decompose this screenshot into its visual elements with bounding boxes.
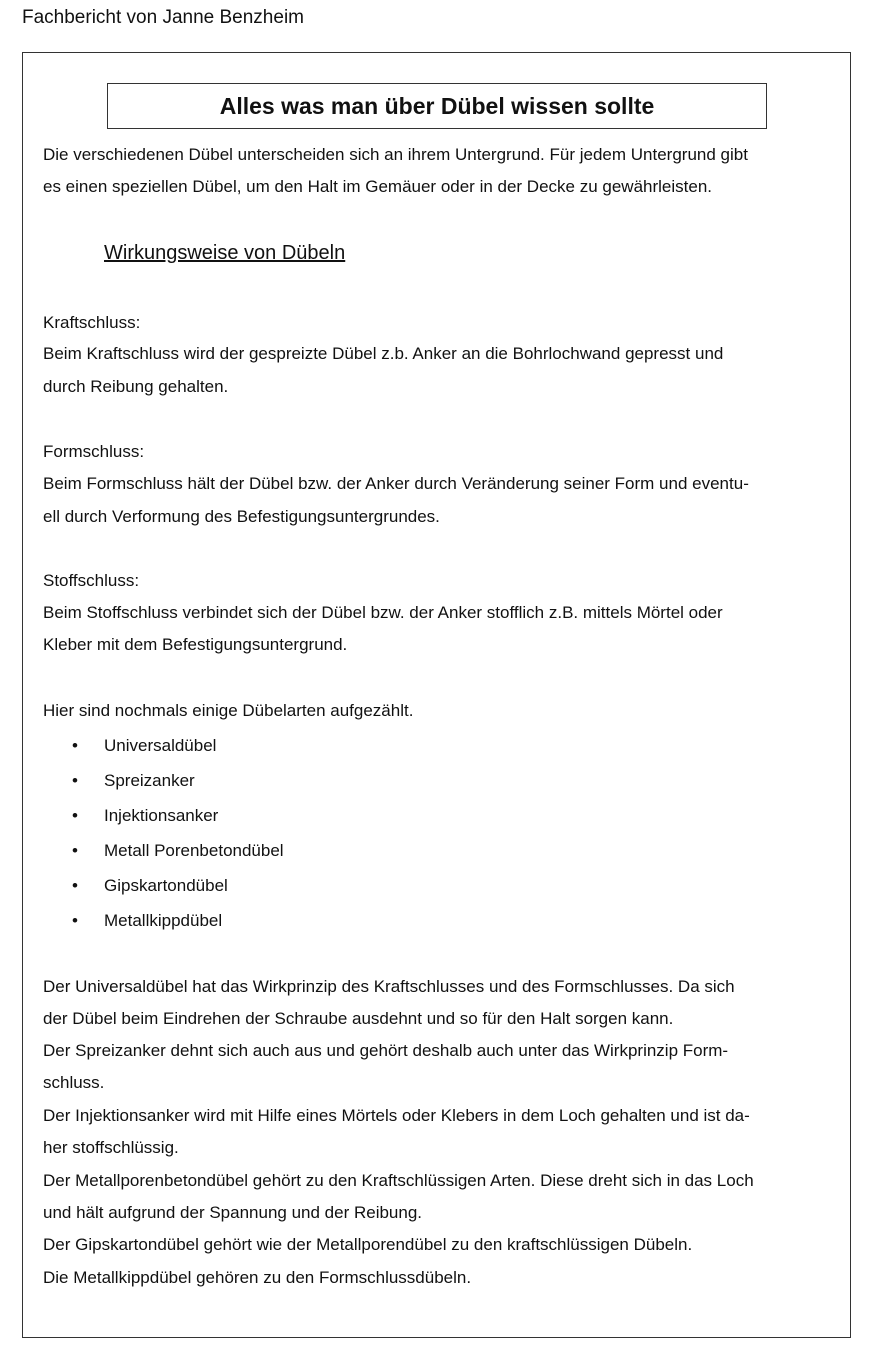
closing-line: und hält aufgrund der Spannung und der Reibung. [43, 1203, 423, 1222]
section-heading: Wirkungsweise von Dübeln [104, 242, 346, 264]
list-item-text: Gipskartondübel [104, 876, 228, 895]
intro-line: Die verschiedenen Dübel unterscheiden sich an ihrem Untergrund. Für jedem Untergrund gibt [43, 145, 748, 164]
bullet-icon: • [72, 736, 78, 755]
list-intro: Hier sind nochmals einige Dübelarten aufgezählt. [43, 701, 414, 720]
title-box [107, 83, 767, 129]
closing-line: Der Gipskartondübel gehört wie der Metallporendübel zu den kraftschlüssigen Dübeln. [43, 1235, 693, 1254]
closing-line: her stoffschlüssig. [43, 1138, 179, 1157]
closing-line: der Dübel beim Eindrehen der Schraube ausdehnt und so für den Halt sorgen kann. [43, 1009, 674, 1028]
list-item-text: Metallkippdübel [104, 911, 223, 930]
section-text-line: Beim Formschluss hält der Dübel bzw. der Anker durch Veränderung seiner Form und eventu- [43, 474, 749, 493]
bullet-icon: • [72, 841, 78, 860]
list-item-text: Universaldübel [104, 736, 217, 755]
list-item-text: Spreizanker [104, 771, 195, 790]
section-label-formschluss: Formschluss: [43, 442, 145, 461]
closing-line: Der Spreizanker dehnt sich auch aus und gehört deshalb auch unter das Wirkprinzip Form- [43, 1041, 729, 1060]
document-title: Alles was man über Dübel wissen sollte [219, 92, 655, 119]
section-text-line: Kleber mit dem Befestigungsuntergrund. [43, 635, 348, 654]
closing-line: Der Injektionsanker wird mit Hilfe eines Mörtels oder Klebers in dem Loch gehalten und ist da- [43, 1106, 750, 1125]
closing-line: Der Universaldübel hat das Wirkprinzip des Kraftschlusses und des Formschlusses. Da sich [43, 977, 735, 996]
section-text-line: durch Reibung gehalten. [43, 377, 229, 396]
intro-line: es einen speziellen Dübel, um den Halt im Gemäuer oder in der Decke zu gewährleisten. [43, 177, 713, 196]
section-text-line: Beim Stoffschluss verbindet sich der Dübel bzw. der Anker stofflich z.B. mittels Mörtel oder [43, 603, 723, 622]
document-header: Fachbericht von Janne Benzheim [22, 7, 304, 28]
section-label-kraftschluss: Kraftschluss: [43, 313, 141, 332]
section-label-stoffschluss: Stoffschluss: [43, 571, 140, 590]
list-item-text: Injektionsanker [104, 806, 219, 825]
bullet-icon: • [72, 806, 78, 825]
bullet-icon: • [72, 771, 78, 790]
closing-line: schluss. [43, 1073, 105, 1092]
bullet-icon: • [72, 876, 78, 895]
section-text-line: Beim Kraftschluss wird der gespreizte Dübel z.b. Anker an die Bohrlochwand gepresst und [43, 344, 724, 363]
list-item-text: Metall Porenbetondübel [104, 841, 284, 860]
section-text-line: ell durch Verformung des Befestigungsuntergrundes. [43, 507, 440, 526]
closing-line: Die Metallkippdübel gehören zu den Formschlussdübeln. [43, 1268, 472, 1287]
bullet-icon: • [72, 911, 78, 930]
closing-line: Der Metallporenbetondübel gehört zu den Kraftschlüssigen Arten. Diese dreht sich in das Loch [43, 1171, 754, 1190]
